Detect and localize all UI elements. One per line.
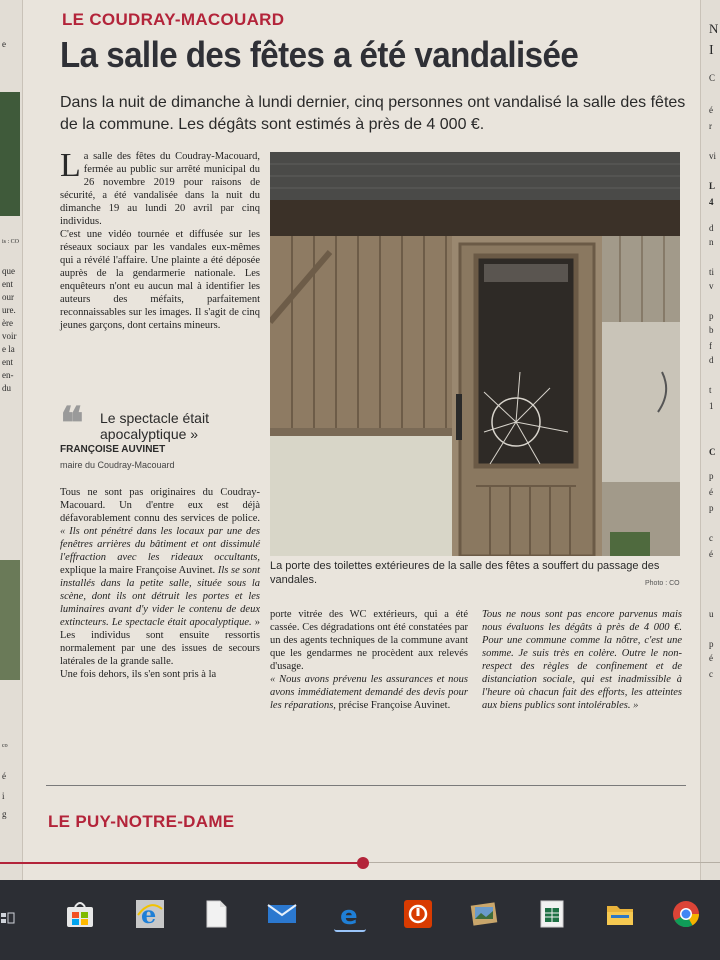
right-fragment: ti: [709, 267, 715, 277]
internet-explorer-icon[interactable]: [134, 898, 166, 930]
task-view-icon[interactable]: [0, 910, 16, 926]
left-fragment: ent: [2, 357, 13, 367]
left-adjacent-column: [0, 0, 23, 880]
right-fragment: p: [709, 311, 714, 321]
right-adjacent-column: [700, 0, 720, 880]
photos-icon[interactable]: [468, 898, 500, 930]
text-run: précise Françoise Auvinet.: [338, 700, 451, 711]
text-run: » Les individus sont ensuite ressortis normalement par une des issues de secours latérales de la grande salle.: [60, 617, 261, 667]
article-standfirst: Dans la nuit de dimanche à lundi dernier, cinq personnes ont vandalisé la salle des fêtes de la commune. Les dégâts sont estimés à près de 4 000 €.: [60, 94, 686, 133]
quote-text: Le spectacle était apocalyptique »: [100, 410, 209, 442]
text-run-italic: « Nous avons prévenu les assurances et nous avons immédiatement demandé des devis pour les réparations,: [270, 674, 468, 711]
right-fragment: é: [709, 105, 713, 115]
article-headline: La salle des fêtes a été vandalisée: [60, 34, 579, 75]
right-fragment: p: [709, 503, 714, 513]
right-fragment: p: [709, 639, 714, 649]
right-fragment: b: [709, 325, 714, 335]
paragraph-door: porte vitrée des WC extérieurs, qui a été cassée. Ces dégradations ont été constatées par un des agents techniques de la commune avant que les gendarmes ne procèdent aux relevés d'usage.: [270, 609, 468, 672]
right-fragment: r: [709, 121, 712, 131]
paragraph-insurance: [270, 673, 468, 712]
section-divider: [46, 785, 686, 786]
right-fragment: L: [709, 181, 716, 191]
left-fragment: is : CO: [2, 239, 20, 245]
mail-icon[interactable]: [266, 898, 298, 930]
right-fragment: c: [709, 533, 713, 543]
article-photo: [270, 152, 680, 556]
text-run-italic: Ils se sont installés dans la petite salle, située sous la scène, dont ils ont détruit les portes et les luminaires avant d'y vider le contenu de deux extincteurs. Le spectacle était apocalyptique.: [60, 565, 260, 628]
right-fragment: f: [709, 341, 712, 351]
right-fragment: I: [709, 44, 714, 57]
left-fragment: e la: [2, 344, 15, 354]
right-fragment: 1: [709, 401, 714, 411]
text-run: Tous ne sont pas originaires du Coudray-Macouard. Un d'entre eux est déjà défavorablement connu des services de police.: [60, 487, 260, 524]
store-icon[interactable]: [64, 898, 96, 930]
paragraph-video: C'est une vidéo tournée et diffusée sur les réseaux sociaux par les vandales eux-mêmes qui a révélé l'affaire. Une plainte a été déposée auprès de la gendarmerie nationale. Les enquêteurs n'ont eu aucun mal à identifier les auteurs des méfaits, parfaitement reconnaissables sur les images. Il s'agit de cinq jeunes garçons, dont certains mineurs.: [60, 229, 260, 331]
left-fragment: que: [2, 266, 15, 276]
right-fragment: d: [709, 223, 714, 233]
left-fragment: e: [2, 39, 6, 49]
right-fragment: C: [709, 73, 716, 83]
left-fragment: co: [2, 743, 8, 749]
right-fragment: c: [709, 669, 713, 679]
photo-credit: Photo : CO: [645, 580, 680, 587]
folder-icon[interactable]: [604, 898, 636, 930]
article-column-1-bottom: [60, 486, 260, 681]
file-icon[interactable]: [200, 898, 232, 930]
article-column-2: [270, 608, 468, 712]
article-kicker: LE COUDRAY-MACOUARD: [62, 10, 285, 29]
left-fragment: ère: [2, 318, 13, 328]
svg-text:e: e: [141, 900, 157, 929]
office-icon[interactable]: [402, 898, 434, 930]
chrome-icon[interactable]: [670, 898, 702, 930]
scrollbar-track[interactable]: [369, 862, 720, 863]
left-fragment: ent: [2, 279, 13, 289]
text-run-italic: « Ils ont pénétré dans les locaux par une des fenêtres arrières du bâtiment et ont dissimulé l'effraction avec les rideaux occultants,: [60, 526, 260, 563]
left-photo-edge-2: [0, 560, 20, 680]
right-fragment: N: [709, 22, 719, 35]
quote-author-role: maire du Coudray-Macouard: [60, 460, 175, 470]
text-run: explique la maire Françoise Auvinet.: [60, 565, 216, 576]
edge-icon[interactable]: [334, 898, 366, 932]
drop-cap: L: [60, 147, 81, 184]
left-fragment: g: [2, 809, 7, 819]
left-fragment: é: [2, 771, 6, 781]
right-fragment: p: [709, 471, 714, 481]
paragraph-origin: [60, 486, 260, 668]
excel-icon[interactable]: [536, 898, 568, 930]
right-fragment: n: [709, 237, 714, 247]
paragraph-costs: Tous ne nous sont pas encore parvenus mais nous évaluons les dégâts à près de 4 000 €. Pour une commune comme la nôtre, c'est une somme. Je suis très en colère. Outre le non-respect des règles de confinement et de distanciation sociale, qui est inadmissible à l'heure où chacun fait des efforts, les atteintes aux biens publics sont intolérables. »: [482, 609, 682, 711]
door-photo-illustration: [270, 152, 680, 556]
article-column-1-top: [60, 147, 260, 332]
article-column-3: [482, 608, 682, 712]
photo-caption: La porte des toilettes extérieures de la salle des fêtes a souffert du passage des vandales.: [270, 560, 660, 586]
left-fragment: voir: [2, 331, 17, 341]
scrollbar-handle[interactable]: [357, 857, 369, 869]
right-fragment: é: [709, 653, 713, 663]
next-section-title: LE PUY-NOTRE-DAME: [48, 812, 235, 831]
right-fragment: d: [709, 355, 714, 365]
right-fragment: vi: [709, 151, 717, 161]
right-fragment: 4: [709, 197, 714, 207]
svg-text:e: e: [340, 901, 358, 929]
left-fragment: du: [2, 383, 11, 393]
paragraph-intro: a salle des fêtes du Coudray-Macouard, fermée au public sur arrêté municipal du 26 novembre 2019 pour raisons de sécurité, a été vandalisée dans la nuit du dimanche 19 au lundi 20 avril par cinq individus.: [60, 151, 260, 227]
left-photo-edge: [0, 92, 20, 216]
right-fragment: é: [709, 487, 713, 497]
paragraph-outside: Une fois dehors, ils s'en sont pris à la: [60, 669, 217, 680]
quote-mark-icon: ❝: [60, 399, 84, 448]
right-fragment: u: [709, 609, 714, 619]
right-fragment: t: [709, 385, 712, 395]
left-fragment: en-: [2, 370, 14, 380]
left-fragment: our: [2, 292, 14, 302]
right-fragment: é: [709, 549, 713, 559]
left-fragment: ure.: [2, 305, 16, 315]
scrollbar-progress: [0, 862, 364, 864]
quote-author: FRANÇOISE AUVINET: [60, 444, 166, 455]
left-fragment: i: [2, 791, 5, 801]
right-fragment: v: [709, 281, 714, 291]
right-fragment: C: [709, 447, 716, 457]
